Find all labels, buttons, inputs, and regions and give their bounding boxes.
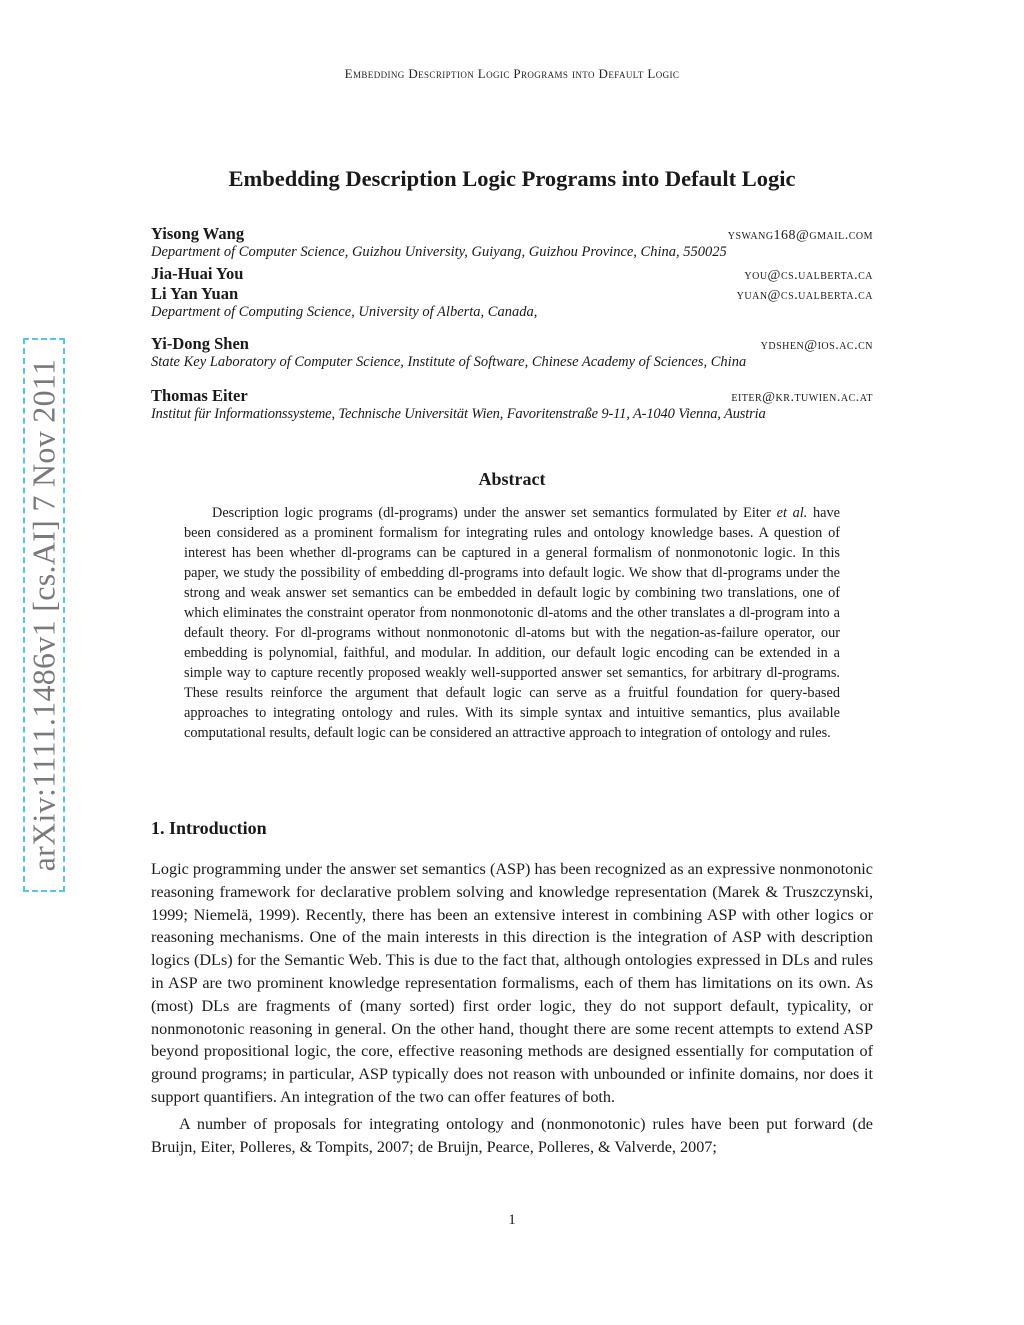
author-name: Yi-Dong Shen <box>151 334 249 353</box>
author-name: Thomas Eiter <box>151 386 248 405</box>
abstract-body <box>184 503 840 743</box>
arxiv-stamp: arXiv:1111.1486v1 [cs.AI] 7 Nov 2011 <box>25 358 62 872</box>
author-block-2 <box>151 334 873 374</box>
abstract-lead: Description logic programs (dl-programs) under the answer set semantics formulated by Eiter <box>212 505 771 521</box>
author-email: yuan@cs.ualberta.ca <box>736 288 873 303</box>
author-affiliation: Institut für Informationssysteme, Technische Universität Wien, Favoritenstraße 9-11, A-1040 Vienna, Austria <box>151 406 766 422</box>
intro-paragraph: Logic programming under the answer set semantics (ASP) has been recognized as an expressive nonmonotonic reasoning framework for declarative problem solving and knowledge representation (Marek & Truszczynski, 1999; Niemelä, 1999). Recently, there has been an extensive interest in combining ASP with other logics or reasoning mechanisms. One of the main interests in this direction is the integration of ASP with description logics (DLs) for the Semantic Web. This is due to the fact that, although ontologies expressed in DLs and rules in ASP are two prominent knowledge representation formalisms, each of them has limitations on its own. As (most) DLs are fragments of (many sorted) first order logic, they do not support default, typicality, or nonmonotonic reasoning in general. On the other hand, thought there are some recent attempts to extend ASP beyond propositional logic, the core, effective reasoning methods are designed essentially for computation of ground programs; in particular, ASP typically does not reason with unbounded or infinite domains, nor does it support quantifiers. An integration of the two can offer features of both. <box>151 860 873 1106</box>
author-email: you@cs.ualberta.ca <box>744 268 873 283</box>
intro-paragraph: A number of proposals for integrating ontology and (nonmonotonic) rules have been put forward (de Bruijn, Eiter, Polleres, & Tompits, 2007; de Bruijn, Pearce, Polleres, & Valverde, 2007; <box>151 1114 873 1156</box>
author-block-3 <box>151 386 873 426</box>
author-name: Li Yan Yuan <box>151 284 239 303</box>
section-heading: 1. Introduction <box>151 818 267 838</box>
author-email: yswang168@gmail.com <box>727 228 873 243</box>
author-affiliation: Department of Computer Science, Guizhou University, Guiyang, Guizhou Province, China, 550025 <box>151 244 727 260</box>
running-head: Embedding Description Logic Programs into Default Logic <box>344 66 680 81</box>
author-name: Yisong Wang <box>151 224 245 243</box>
author-row <box>151 264 873 284</box>
author-email: ydshen@ios.ac.cn <box>760 338 873 353</box>
paper-title: Embedding Description Logic Programs into Default Logic <box>228 166 796 191</box>
author-email: eiter@kr.tuwien.ac.at <box>731 390 873 405</box>
author-row <box>151 334 873 354</box>
abstract-heading: Abstract <box>478 469 546 489</box>
author-affiliation: State Key Laboratory of Computer Science, Institute of Software, Chinese Academy of Sciences, China <box>151 354 747 370</box>
author-name: Jia-Huai You <box>151 264 244 283</box>
abstract-text: have been considered as a prominent formalism for integrating rules and ontology knowledge bases. A question of interest has been whether dl-programs can be captured in a general formalism of nonmonotonic logic. In this paper, we study the possibility of embedding dl-programs into default logic. We show that dl-programs under the strong and weak answer set semantics can be embedded in default logic by combining two translations, one of which eliminates the constraint operator from nonmonotonic dl-atoms and the other translates a dl-program into a default theory. For dl-programs without nonmonotonic dl-atoms but with the negation-as-failure operator, our embedding is polynomial, faithful, and modular. In addition, our default logic encoding can be extended in a simple way to capture recently proposed weakly well-supported answer set semantics, for arbitrary dl-programs. These results reinforce the argument that default logic can serve as a fruitful foundation for query-based approaches to integrating ontology and rules. With its simple syntax and intuitive semantics, plus available computational results, default logic can be considered an attractive approach to integration of ontology and rules. <box>184 505 841 741</box>
author-row <box>151 386 873 406</box>
author-row <box>151 284 873 304</box>
author-block-1 <box>151 224 873 324</box>
page-number: 1 <box>508 1212 516 1228</box>
author-affiliation: Department of Computing Science, University of Alberta, Canada, <box>151 304 538 320</box>
intro-body <box>151 858 873 1158</box>
abstract-etal: et al. <box>776 505 808 521</box>
author-row <box>151 224 873 244</box>
